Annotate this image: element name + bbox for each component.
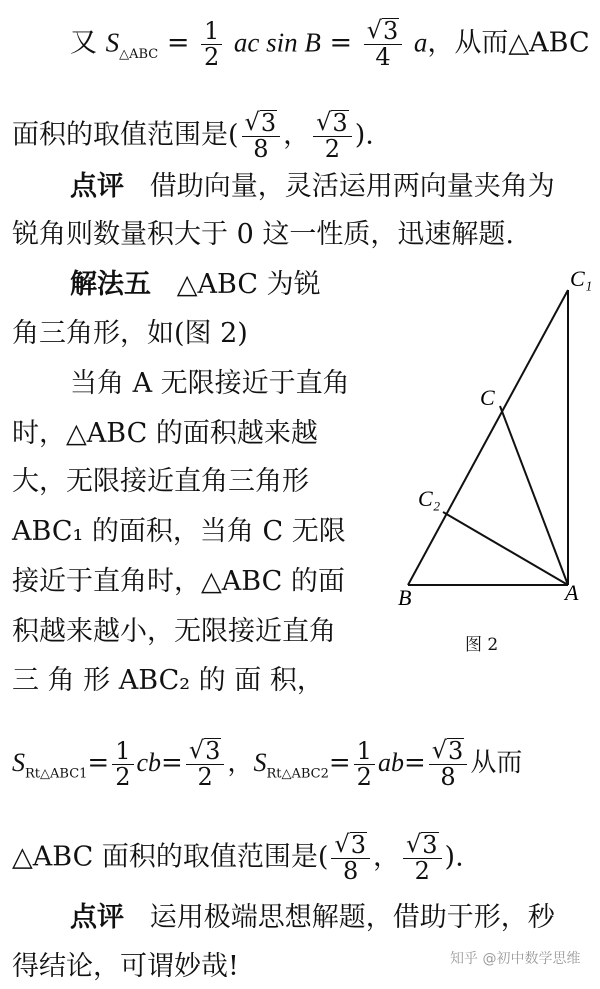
denominator: 4 [375,43,391,72]
text: △ABC 为锐 [176,269,321,300]
equals: = [166,27,190,59]
denominator: 2 [115,762,131,791]
radicand: 3 [260,109,277,137]
label-A: A [565,580,579,605]
equals: = [329,27,353,59]
fraction: √ 3 4 [364,18,403,70]
denominator: 2 [414,857,430,886]
equals: = [328,748,351,779]
line-15 [12,832,464,884]
denominator: 8 [253,135,269,164]
line-17 [12,953,239,980]
label-C: C [480,385,495,410]
denominator: 2 [197,763,213,792]
denominator: 2 [356,762,372,791]
label-C1: C₁ [570,266,593,291]
text: ). [444,841,464,873]
label-C2: C₂ [418,486,441,511]
math-var: S [253,748,267,778]
text: 锐角则数量积大于 0 这一性质，迅速解题. [12,219,514,250]
equals: = [161,748,183,779]
text: 借助向量，灵活运用两向量夹角为 [149,171,555,202]
segment-BC1 [408,290,568,585]
text: 三 角 形 ABC₂ 的 面 积， [12,665,324,696]
fraction: √ 3 2 [403,832,442,884]
math-var: S [105,27,120,58]
text: ， [227,748,254,779]
fraction: √ 3 2 [186,738,225,790]
fraction: √ 3 8 [429,738,468,790]
radicand: 3 [332,109,348,137]
line-16 [70,904,555,931]
text: 接近于直角时，△ABC 的面 [12,566,345,597]
text: △ABC 面积的取值范围是( [12,841,329,873]
radicand: 3 [205,737,221,765]
math-expr: ac sin B [233,27,321,58]
numerator: 1 [204,16,220,45]
text: 大，无限接近直角三角形 [12,466,309,497]
numerator: 1 [115,736,131,765]
comment-label: 点评 [70,902,124,933]
text: ，从而△ABC [427,27,590,59]
text: 积越来越小，无限接近直角 [12,616,336,647]
watermark: 知乎 @初中数学思维 [450,951,581,967]
math-var: a [413,27,428,58]
equals: = [403,748,426,779]
text: 时，△ABC 的面积越来越 [12,418,318,449]
numerator: 1 [356,736,372,765]
text: ， [372,841,400,873]
radicand: 3 [422,831,438,859]
figure-caption: 图 2 [465,635,499,655]
denominator: 2 [324,135,341,164]
fraction: √ 3 8 [242,110,281,162]
line-14 [12,738,522,790]
text: 当角 A 无限接近于直角 [70,368,350,399]
label-B: B [398,585,412,610]
denominator: 8 [343,857,359,886]
math-var: ab [377,748,404,778]
text: ， [283,119,311,151]
text: 得结论，可谓妙哉! [12,951,239,982]
fraction: √ 3 2 [313,110,352,162]
comment-label: 点评 [70,171,124,202]
radicand: 3 [448,737,464,765]
subscript: Rt△ABC2 [266,766,329,782]
subscript: △ABC [119,47,159,63]
equals: = [87,748,110,779]
text: 又 [70,27,97,59]
fraction: √ 3 8 [331,832,370,884]
subscript: Rt△ABC1 [25,766,88,782]
math-var: S [12,748,25,778]
method-label: 解法五 [70,269,151,300]
math-var: cb [136,748,162,778]
text: ). [354,119,374,151]
fraction [112,736,133,791]
radicand: 3 [383,17,399,45]
fraction [354,736,375,791]
denominator: 2 [204,42,220,71]
text: ABC₁ 的面积，当角 C 无限 [12,516,346,547]
denominator: 8 [440,763,456,792]
radicand: 3 [350,831,366,859]
text: 角三角形，如(图 2) [12,318,248,349]
segment-CA [500,406,568,585]
segment-C2A [443,512,568,585]
text: 面积的取值范围是( [12,119,239,151]
text: 从而 [470,748,523,779]
text: 运用极端思想解题，借助于形，秒 [149,902,555,933]
